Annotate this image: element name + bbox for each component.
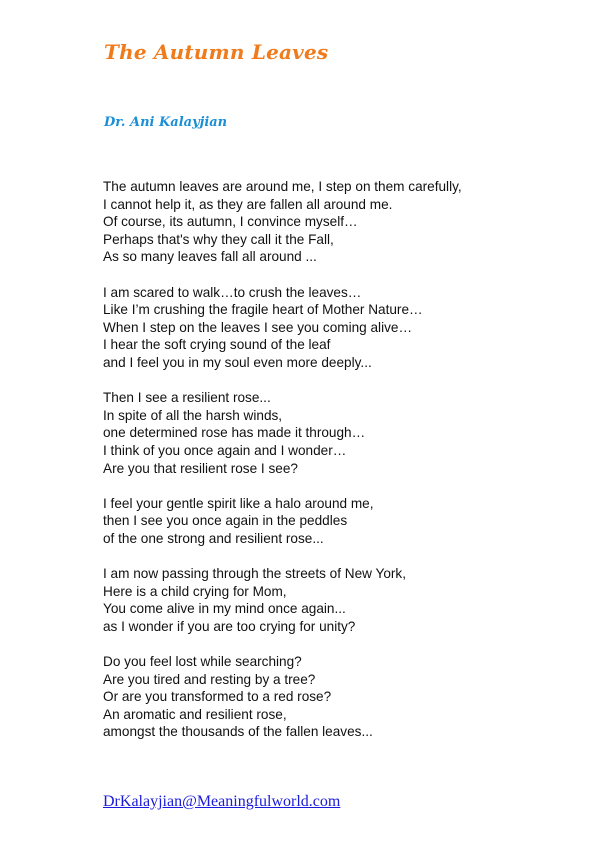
poem-line: I feel your gentle spirit like a halo around me, [103, 495, 374, 511]
poem-line: I cannot help it, as they are fallen all around me. [103, 196, 393, 212]
author-email-link[interactable]: DrKalayjian@Meaningfulworld.com [103, 793, 341, 810]
poem-line: As so many leaves fall all around ... [103, 249, 317, 265]
poem-line: I hear the soft crying sound of the leaf [103, 337, 331, 353]
poem-line: then I see you once again in the peddles [103, 513, 348, 529]
poem-stanza [103, 653, 603, 741]
poem-line: one determined rose has made it through… [103, 425, 366, 441]
poem-line: and I feel you in my soul even more deeply... [103, 354, 372, 370]
poem-stanza [103, 389, 603, 477]
poem-line: Do you feel lost while searching? [103, 654, 302, 670]
poem-line: Or are you transformed to a red rose? [103, 689, 332, 705]
poem-stanza [103, 178, 603, 266]
poem-stanza [103, 565, 603, 635]
poem-line: In spite of all the harsh winds, [103, 407, 283, 423]
poem-line: Like I’m crushing the fragile heart of Mother Nature… [103, 302, 423, 318]
poem-line: Here is a child crying for Mom, [103, 583, 287, 599]
poem-author: Dr. Ani Kalayjian [104, 115, 228, 130]
poem-line: You come alive in my mind once again... [103, 601, 346, 617]
poem-line: I think of you once again and I wonder… [103, 442, 347, 458]
poem-line: Are you tired and resting by a tree? [103, 671, 316, 687]
poem-line: of the one strong and resilient rose... [103, 530, 324, 546]
poem-line: Then I see a resilient rose... [103, 390, 271, 406]
poem-line: I am now passing through the streets of New York, [103, 566, 407, 582]
poem-stanza [103, 284, 603, 372]
poem-line: Perhaps that's why they call it the Fall, [103, 231, 334, 247]
poem-line: The autumn leaves are around me, I step on them carefully, [103, 179, 462, 194]
poem-line: Of course, its autumn, I convince myself… [103, 214, 358, 230]
poem-line: as I wonder if you are too crying for unity? [103, 618, 356, 634]
poem-title: The Autumn Leaves [104, 40, 329, 64]
poem-body [103, 178, 603, 759]
poem-line: When I step on the leaves I see you coming alive… [103, 319, 413, 335]
poem-line: amongst the thousands of the fallen leaves... [103, 724, 373, 740]
poem-stanza [103, 495, 603, 548]
poem-line: An aromatic and resilient rose, [103, 706, 287, 722]
poem-line: I am scared to walk…to crush the leaves… [103, 284, 362, 300]
poem-line: Are you that resilient rose I see? [103, 460, 298, 476]
